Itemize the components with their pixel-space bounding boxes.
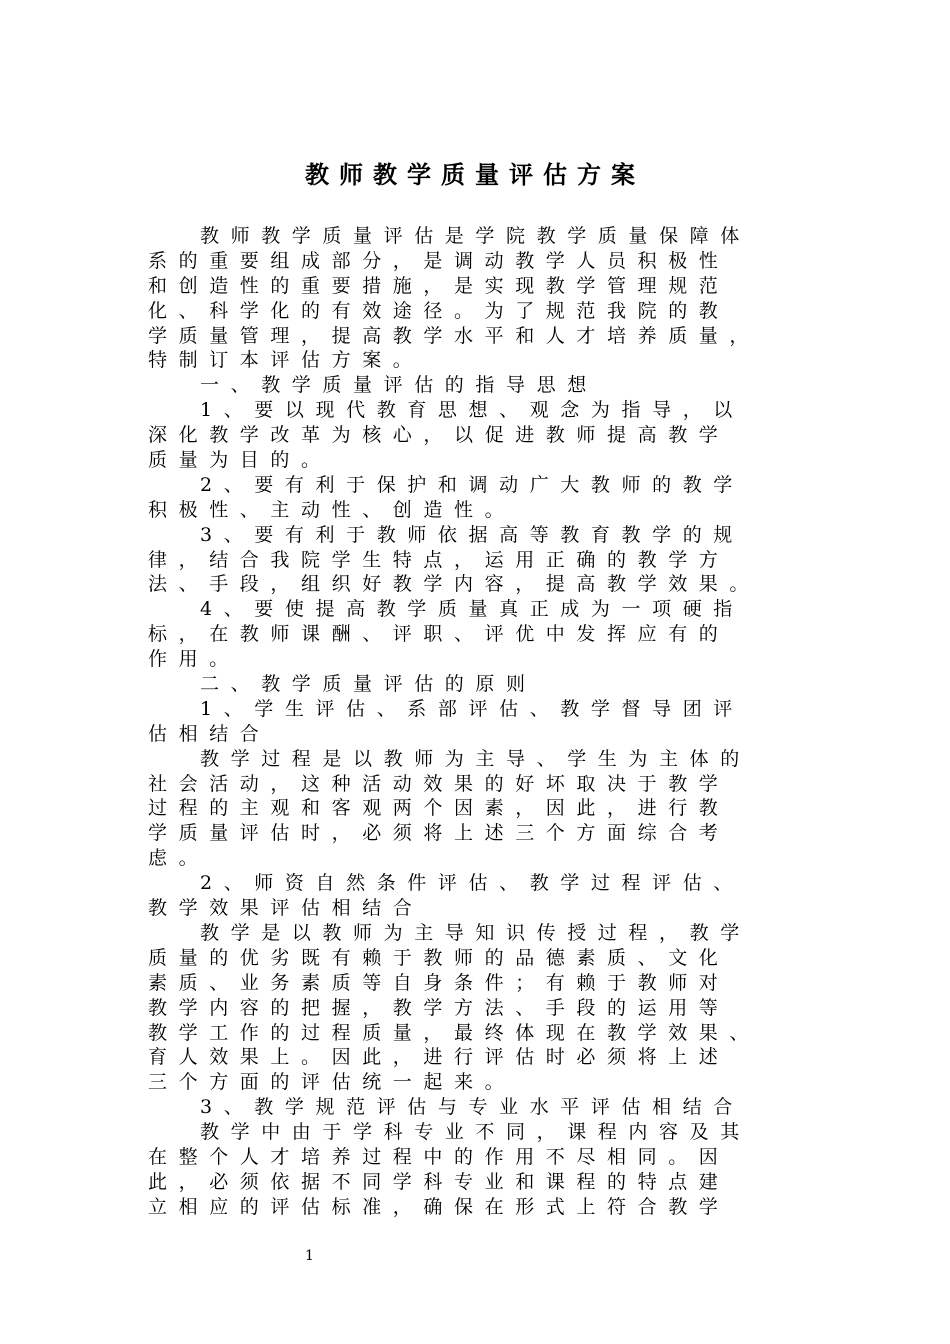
- text-line: 过程的主观和客观两个因素，因此，进行教: [148, 797, 730, 820]
- text-line: 育人效果上。因此，进行评估时必须将上述: [148, 1046, 730, 1069]
- text-line: 律，结合我院学生特点，运用正确的教学方: [148, 548, 730, 571]
- text-line: 此，必须依据不同学科专业和课程的特点建: [148, 1170, 730, 1193]
- text-line: 社会活动，这种活动效果的好坏取决于教学: [148, 772, 730, 795]
- document-body: [148, 224, 838, 1220]
- text-line: 和创造性的重要措施，是实现教学管理规范: [148, 274, 730, 297]
- text-line: 2、师资自然条件评估、教学过程评估、: [200, 872, 744, 895]
- text-line: 在整个人才培养过程中的作用不尽相同。因: [148, 1145, 730, 1168]
- page-number: 1: [305, 1248, 314, 1264]
- text-line: 1、学生评估、系部评估、教学督导团评: [200, 697, 744, 720]
- text-line: 标，在教师课酬、评职、评优中发挥应有的: [148, 623, 730, 646]
- text-line: 教学是以教师为主导知识传授过程，教学: [200, 921, 751, 944]
- text-line: 3、教学规范评估与专业水平评估相结合: [200, 1096, 744, 1119]
- text-line: 教学工作的过程质量，最终体现在教学效果、: [148, 1021, 761, 1044]
- text-line: 一、教学质量评估的指导思想: [200, 374, 598, 397]
- text-line: 教学中由于学科专业不同，课程内容及其: [200, 1121, 751, 1144]
- text-line: 估相结合: [148, 722, 271, 745]
- text-line: 教学效果评估相结合: [148, 897, 424, 920]
- text-line: 化、科学化的有效途径。为了规范我院的教: [148, 299, 730, 322]
- text-line: 积极性、主动性、创造性。: [148, 498, 516, 521]
- text-line: 质量的优劣既有赖于教师的品德素质、文化: [148, 946, 730, 969]
- text-line: 特制订本评估方案。: [148, 349, 424, 372]
- text-line: 教学内容的把握，教学方法、手段的运用等: [148, 996, 730, 1019]
- text-line: 教学过程是以教师为主导、学生为主体的: [200, 747, 751, 770]
- text-line: 虑。: [148, 847, 210, 870]
- text-line: 立相应的评估标准，确保在形式上符合教学: [148, 1195, 730, 1218]
- text-line: 学质量管理，提高教学水平和人才培养质量，: [148, 324, 761, 347]
- text-line: 素质、业务素质等自身条件；有赖于教师对: [148, 971, 730, 994]
- text-line: 4、要使提高教学质量真正成为一项硬指: [200, 598, 744, 621]
- text-line: 教师教学质量评估是学院教学质量保障体: [200, 225, 751, 247]
- text-line: 法、手段，组织好教学内容，提高教学效果。: [148, 573, 761, 596]
- text-line: 质量为目的。: [148, 449, 332, 472]
- text-line: 系的重要组成部分，是调动教学人员积极性: [148, 249, 730, 272]
- document-title: 教师教学质量评估方案: [305, 160, 645, 189]
- text-line: 作用。: [148, 648, 240, 671]
- text-line: 二、教学质量评估的原则: [200, 673, 537, 696]
- text-line: 2、要有利于保护和调动广大教师的教学: [200, 473, 744, 496]
- text-line: 学质量评估时，必须将上述三个方面综合考: [148, 822, 730, 845]
- text-line: 3、要有利于教师依据高等教育教学的规: [200, 523, 744, 546]
- text-line: 三个方面的评估统一起来。: [148, 1071, 516, 1094]
- text-line: 深化教学改革为核心，以促进教师提高教学: [148, 424, 730, 447]
- text-line: 1、要以现代教育思想、观念为指导，以: [200, 399, 744, 422]
